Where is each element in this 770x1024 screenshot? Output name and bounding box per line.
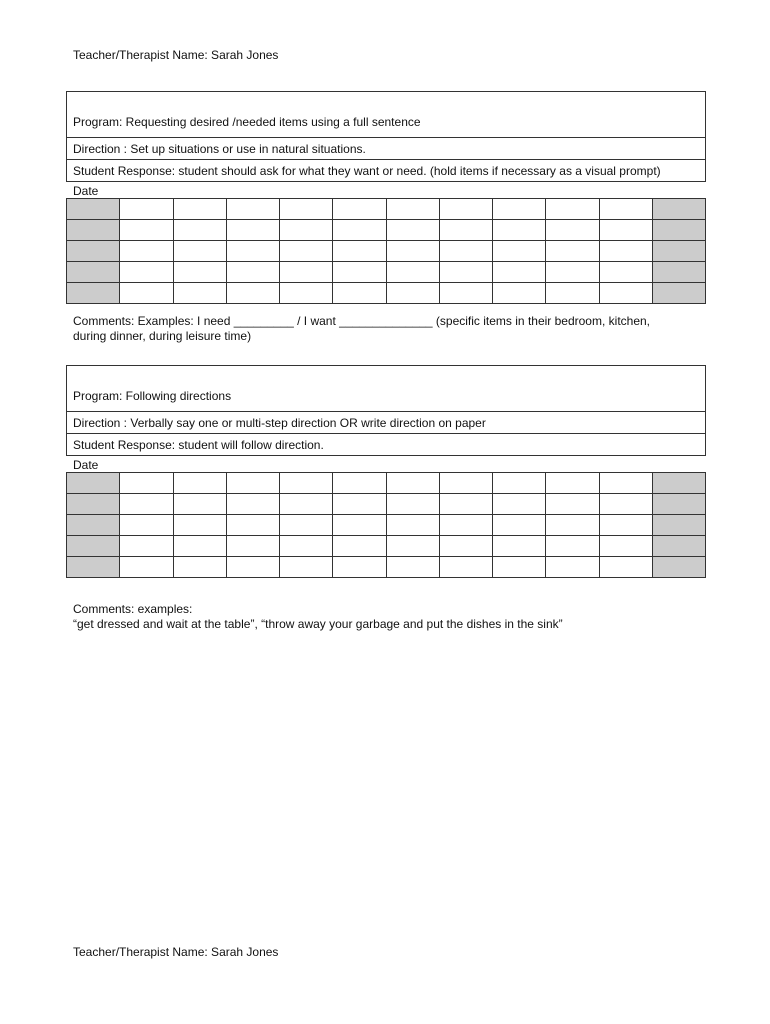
- grid-cell: [333, 515, 386, 536]
- grid-cell: [439, 220, 492, 241]
- grid-cell: [173, 199, 226, 220]
- grid-cell: [546, 536, 599, 557]
- grid-cell-shaded: [652, 515, 705, 536]
- grid-cell-shaded: [652, 536, 705, 557]
- student-response-text: Student Response: student will follow direction.: [67, 433, 705, 455]
- grid-cell: [226, 494, 279, 515]
- grid-cell: [599, 283, 652, 304]
- grid-cell: [280, 283, 333, 304]
- grid-cell: [280, 220, 333, 241]
- grid-cell: [333, 241, 386, 262]
- grid-cell: [173, 220, 226, 241]
- teacher-name-header: Teacher/Therapist Name: Sarah Jones: [73, 48, 279, 62]
- program-title: Program: Requesting desired /needed items using a full sentence: [73, 115, 421, 129]
- comments-line: Comments: examples:: [73, 602, 193, 616]
- grid-cell: [120, 283, 173, 304]
- grid-cell: [386, 515, 439, 536]
- comments-line: Comments: Examples: I need _________ / I want ______________ (specific items in their bedroom, kitchen,: [73, 314, 651, 328]
- grid-cell: [439, 557, 492, 578]
- grid-cell: [226, 262, 279, 283]
- grid-cell: [333, 283, 386, 304]
- grid-cell: [173, 473, 226, 494]
- grid-cell: [333, 220, 386, 241]
- grid-cell: [599, 262, 652, 283]
- grid-cell: [173, 557, 226, 578]
- grid-cell-shaded: [67, 220, 120, 241]
- grid-cell: [439, 473, 492, 494]
- grid-cell: [333, 262, 386, 283]
- grid-cell-shaded: [652, 557, 705, 578]
- grid-cell: [599, 220, 652, 241]
- grid-cell: [599, 515, 652, 536]
- grid-cell: [280, 515, 333, 536]
- grid-cell: [599, 473, 652, 494]
- grid-cell: [493, 494, 546, 515]
- grid-cell: [120, 220, 173, 241]
- grid-cell-shaded: [67, 473, 120, 494]
- grid-cell: [439, 241, 492, 262]
- comments-1: [73, 314, 703, 344]
- grid-cell: [173, 515, 226, 536]
- grid-cell-shaded: [67, 515, 120, 536]
- grid-cell-shaded: [67, 199, 120, 220]
- grid-row: [67, 494, 706, 515]
- grid-cell: [386, 220, 439, 241]
- grid-cell: [546, 220, 599, 241]
- grid-cell: [599, 494, 652, 515]
- student-response-text: Student Response: student should ask for what they want or need. (hold items if necessary as a visual prompt): [67, 159, 705, 181]
- grid-cell: [280, 536, 333, 557]
- grid-cell: [493, 241, 546, 262]
- direction-text: Direction : Set up situations or use in natural situations.: [67, 137, 705, 159]
- grid-cell: [120, 241, 173, 262]
- grid-cell-shaded: [67, 494, 120, 515]
- grid-cell: [439, 536, 492, 557]
- grid-cell: [493, 199, 546, 220]
- grid-cell-shaded: [652, 241, 705, 262]
- grid-cell-shaded: [652, 473, 705, 494]
- grid-cell-shaded: [652, 262, 705, 283]
- grid-cell: [386, 473, 439, 494]
- grid-cell: [280, 262, 333, 283]
- grid-cell: [493, 262, 546, 283]
- grid-cell: [439, 283, 492, 304]
- grid-cell: [386, 536, 439, 557]
- grid-cell: [226, 536, 279, 557]
- grid-row: [67, 515, 706, 536]
- grid-cell-shaded: [652, 283, 705, 304]
- program-title: Program: Following directions: [73, 389, 232, 403]
- grid-cell: [493, 557, 546, 578]
- grid-cell-shaded: [67, 557, 120, 578]
- grid-cell: [226, 515, 279, 536]
- grid-cell: [546, 262, 599, 283]
- grid-cell: [173, 262, 226, 283]
- grid-cell: [386, 283, 439, 304]
- grid-cell: [120, 536, 173, 557]
- grid-cell: [333, 473, 386, 494]
- grid-row: [67, 283, 706, 304]
- grid-cell: [173, 241, 226, 262]
- grid-cell: [280, 241, 333, 262]
- grid-row: [67, 473, 706, 494]
- program-info-box-2: [66, 365, 706, 456]
- grid-cell: [333, 494, 386, 515]
- grid-cell: [333, 199, 386, 220]
- grid-cell: [280, 557, 333, 578]
- grid-row: [67, 557, 706, 578]
- comments-2: [73, 602, 703, 632]
- grid-cell: [546, 473, 599, 494]
- grid-cell-shaded: [652, 494, 705, 515]
- grid-cell: [120, 473, 173, 494]
- grid-cell: [226, 473, 279, 494]
- grid-row: [67, 241, 706, 262]
- grid-cell: [439, 199, 492, 220]
- grid-body: [67, 473, 706, 578]
- grid-cell: [493, 536, 546, 557]
- grid-cell: [280, 199, 333, 220]
- grid-cell: [120, 494, 173, 515]
- grid-cell: [280, 494, 333, 515]
- grid-cell: [599, 536, 652, 557]
- grid-cell: [226, 241, 279, 262]
- date-label: Date: [73, 458, 99, 472]
- grid-cell: [546, 199, 599, 220]
- comments-line: “get dressed and wait at the table”, “throw away your garbage and put the dishes in the sink”: [73, 617, 563, 631]
- grid-cell: [439, 515, 492, 536]
- grid-cell: [439, 494, 492, 515]
- grid-cell: [386, 557, 439, 578]
- date-label: Date: [73, 184, 99, 198]
- grid-row: [67, 220, 706, 241]
- grid-cell: [599, 241, 652, 262]
- grid-cell: [173, 283, 226, 304]
- grid-cell: [599, 557, 652, 578]
- grid-cell: [493, 220, 546, 241]
- grid-cell-shaded: [67, 241, 120, 262]
- grid-cell: [493, 473, 546, 494]
- direction-text: Direction : Verbally say one or multi-step direction OR write direction on paper: [67, 411, 705, 433]
- grid-cell: [599, 199, 652, 220]
- grid-cell: [333, 536, 386, 557]
- grid-cell-shaded: [67, 283, 120, 304]
- data-grid-2: [66, 472, 706, 578]
- grid-cell: [546, 494, 599, 515]
- grid-cell: [120, 199, 173, 220]
- grid-cell: [386, 494, 439, 515]
- grid-row: [67, 199, 706, 220]
- grid-cell: [120, 557, 173, 578]
- grid-cell: [120, 515, 173, 536]
- data-grid-1: [66, 198, 706, 304]
- grid-cell: [333, 557, 386, 578]
- comments-line: during dinner, during leisure time): [73, 329, 252, 343]
- grid-cell: [546, 557, 599, 578]
- grid-body: [67, 199, 706, 304]
- grid-cell: [173, 494, 226, 515]
- grid-cell: [386, 241, 439, 262]
- grid-cell-shaded: [652, 199, 705, 220]
- grid-cell: [226, 283, 279, 304]
- grid-cell: [173, 536, 226, 557]
- grid-cell: [386, 199, 439, 220]
- grid-cell: [280, 473, 333, 494]
- grid-row: [67, 536, 706, 557]
- grid-cell: [546, 241, 599, 262]
- grid-cell: [226, 557, 279, 578]
- grid-cell-shaded: [67, 536, 120, 557]
- grid-row: [67, 262, 706, 283]
- grid-cell: [386, 262, 439, 283]
- grid-cell-shaded: [67, 262, 120, 283]
- grid-cell: [226, 220, 279, 241]
- grid-cell: [493, 515, 546, 536]
- grid-cell: [546, 515, 599, 536]
- grid-cell: [493, 283, 546, 304]
- teacher-name-footer: Teacher/Therapist Name: Sarah Jones: [73, 945, 279, 959]
- grid-cell-shaded: [652, 220, 705, 241]
- grid-cell: [120, 262, 173, 283]
- grid-cell: [226, 199, 279, 220]
- grid-cell: [439, 262, 492, 283]
- grid-cell: [546, 283, 599, 304]
- program-info-box-1: [66, 91, 706, 182]
